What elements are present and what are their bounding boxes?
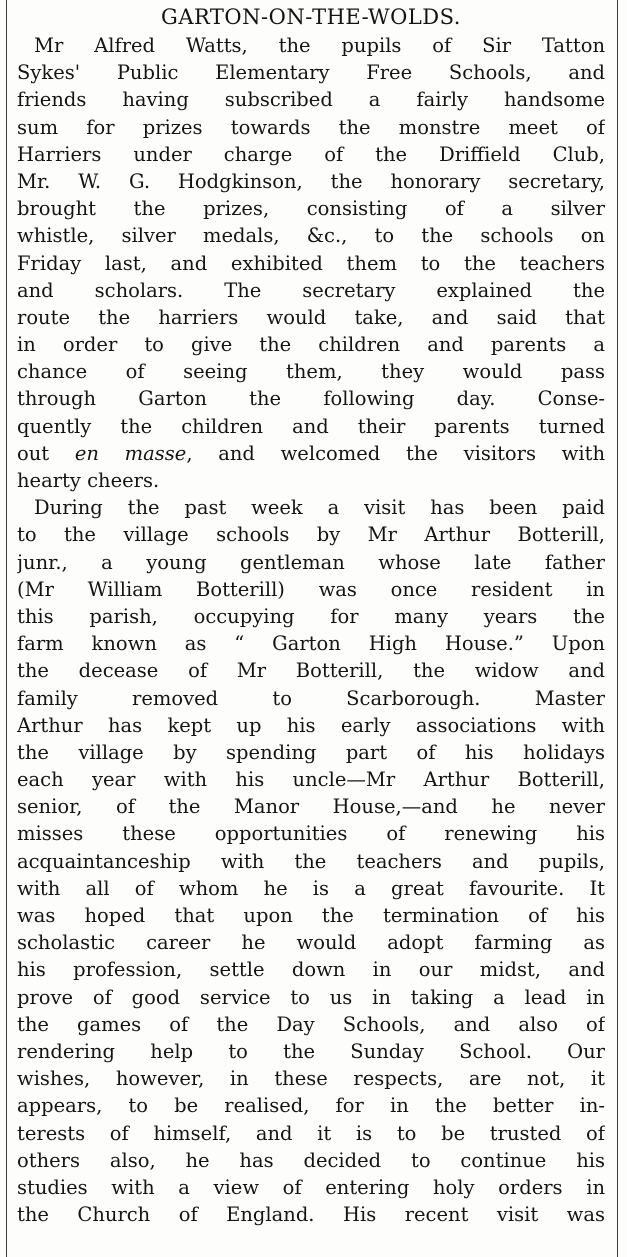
article-line: Friday last, and exhibited them to the teachers <box>17 251 605 275</box>
article-line: the decease of Mr Botterill, the widow and <box>17 659 605 683</box>
text-fragment: out <box>17 441 75 465</box>
article-column <box>17 4 605 1228</box>
article-line: terests of himself, and it is to be trusted of <box>17 1121 605 1145</box>
article-line: Mr. W. G. Hodgkinson, the honorary secretary, <box>17 169 605 193</box>
article-line: wishes, however, in these respects, are not, it <box>17 1067 605 1091</box>
article-line: sum for prizes towards the monstre meet of <box>17 115 605 139</box>
article-line: During the past week a visit has been paid <box>34 496 605 520</box>
article-line: the Church of England. His recent visit was <box>17 1203 605 1227</box>
article-line: was hoped that upon the termination of his <box>17 904 605 927</box>
article-line-italic <box>17 440 605 467</box>
text-fragment: , and welcomed the visitors with <box>186 441 605 465</box>
article-line: and scholars. The secretary explained the <box>17 278 605 302</box>
article-line: chance of seeing them, they would pass <box>17 360 605 384</box>
article-line: hearty cheers. <box>17 469 160 492</box>
column-rule-left <box>6 0 7 1257</box>
article-line: rendering help to the Sunday School. Our <box>17 1039 605 1063</box>
article-line: brought the prizes, consisting of a silver <box>17 197 605 221</box>
article-line: misses these opportunities of renewing his <box>17 822 605 846</box>
article-line: through Garton the following day. Conse- <box>17 387 605 411</box>
article-line: scholastic career he would adopt farming as <box>17 931 605 955</box>
article-line: senior, of the Manor House,—and he never <box>17 795 605 819</box>
column-rule-right <box>617 0 618 1257</box>
article-line: family removed to Scarborough. Master <box>17 686 605 710</box>
article-line: each year with his uncle—Mr Arthur Botterill, <box>17 768 605 792</box>
article-line: farm known as “ Garton High House.” Upon <box>17 632 605 656</box>
article-line: friends having subscribed a fairly handsome <box>17 88 605 112</box>
article-line: the games of the Day Schools, and also of <box>17 1012 605 1036</box>
article-line: quently the children and their parents turned <box>17 414 605 438</box>
article-line: to the village schools by Mr Arthur Botterill, <box>17 523 605 547</box>
italic-phrase: en masse <box>74 441 187 465</box>
article-line: others also, he has decided to continue his <box>17 1148 605 1172</box>
article-line: with all of whom he is a great favourite. It <box>17 876 605 900</box>
article-line: route the harriers would take, and said that <box>17 305 605 329</box>
article-line: this parish, occupying for many years the <box>17 604 605 628</box>
article-line: Mr Alfred Watts, the pupils of Sir Tatton <box>34 34 605 57</box>
paragraph-2 <box>17 494 605 1228</box>
article-line: junr., a young gentleman whose late father <box>17 550 605 574</box>
article-line: whistle, silver medals, &c., to the schools on <box>17 224 605 248</box>
article-line: his profession, settle down in our midst, and <box>17 958 605 982</box>
paragraph-1 <box>17 32 605 494</box>
article-line: in order to give the children and parents a <box>17 333 605 357</box>
article-line: Sykes' Public Elementary Free Schools, and <box>17 61 605 85</box>
article-line: the village by spending part of his holidays <box>17 740 605 764</box>
article-line: Harriers under charge of the Driffield Club, <box>17 142 605 166</box>
article-line: prove of good service to us in taking a lead in <box>17 985 605 1009</box>
article-line: Arthur has kept up his early associations with <box>17 713 605 737</box>
article-line: appears, to be realised, for in the better in- <box>17 1094 605 1118</box>
article-line: (Mr William Botterill) was once resident in <box>17 577 605 601</box>
article-line: studies with a view of entering holy orders in <box>17 1175 605 1199</box>
article-line: acquaintanceship with the teachers and pupils, <box>17 849 605 873</box>
article-headline: GARTON-ON-THE-WOLDS. <box>161 5 461 29</box>
